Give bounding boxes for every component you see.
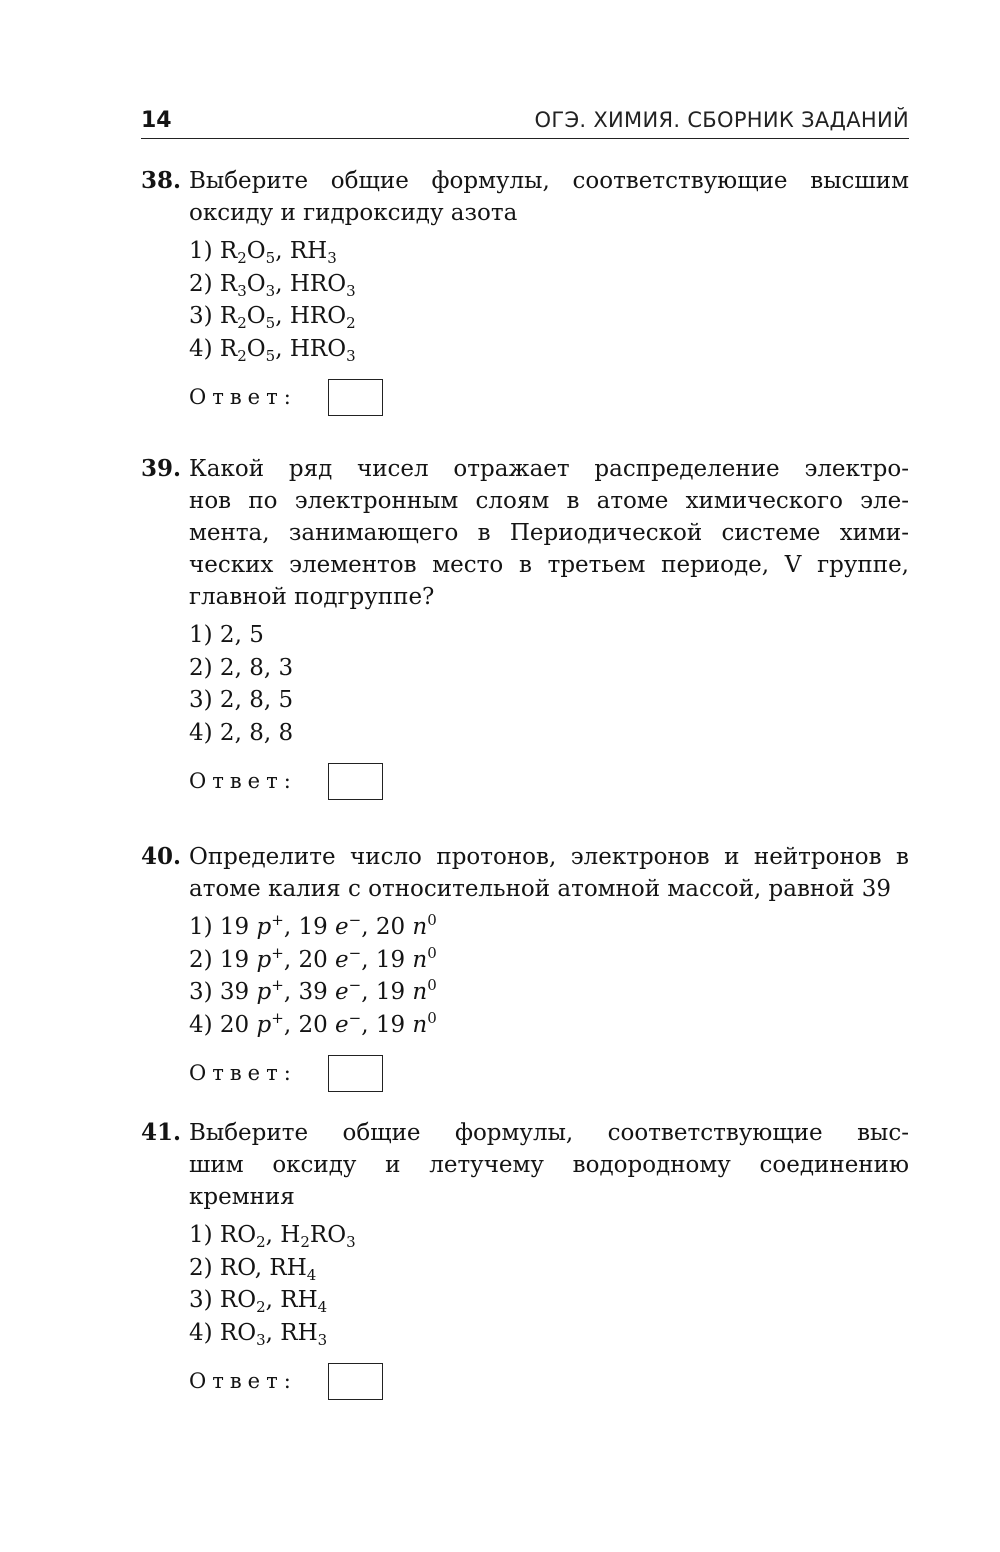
question-line: Определите число протонов, электронов и нейтронов в	[189, 844, 909, 870]
formula-part: p	[256, 914, 272, 940]
formula	[219, 335, 276, 365]
answer-label: Ответ:	[189, 385, 297, 409]
formula-part: 2	[219, 719, 235, 746]
formula-part: 3	[327, 249, 337, 267]
formula-part: −	[348, 976, 362, 994]
formula	[220, 655, 235, 681]
formula	[219, 943, 284, 973]
formula-part: n	[412, 946, 428, 973]
formula-part: 8	[249, 719, 264, 746]
option-label: 1)	[189, 914, 220, 940]
answer-options	[189, 235, 909, 365]
formula-part: RO	[309, 1222, 347, 1248]
option-label: 2)	[189, 270, 220, 297]
formula-part: −	[348, 1008, 362, 1027]
answer-option: 1) 19 p+, 19 e−, 20 $n^0$	[189, 911, 437, 940]
formula-part: RH	[269, 1254, 307, 1281]
formula-part: O	[246, 335, 266, 362]
formula-part: 2	[219, 687, 235, 713]
formula-part: 3	[265, 281, 276, 300]
formula-part: 5	[278, 687, 294, 713]
task-39	[141, 453, 909, 803]
formula-part: R	[219, 238, 238, 264]
task-number: 41.	[141, 1119, 182, 1146]
answer-option: 4) $R_2O_5$, $HRO_3$	[189, 335, 356, 365]
formula-part: 5	[265, 314, 276, 332]
task-number: 39.	[141, 455, 182, 482]
formula-part: RO	[219, 1222, 257, 1248]
formula-part: +	[271, 976, 284, 994]
formula	[278, 687, 293, 713]
answer-option: 1) $RO_2$, $H_2RO_3$	[189, 1222, 356, 1251]
formula-part: +	[271, 943, 284, 962]
formula	[280, 1287, 328, 1316]
formula-part: 3	[237, 281, 247, 300]
formula-part: n	[412, 914, 428, 940]
formula	[280, 1222, 356, 1251]
formula	[375, 943, 437, 973]
formula	[220, 720, 235, 746]
running-title: ОГЭ. ХИМИЯ. СБОРНИК ЗАДАНИЙ	[534, 108, 909, 132]
formula-part: −	[348, 911, 362, 929]
formula-part: 19	[298, 914, 336, 940]
formula	[220, 1255, 255, 1281]
answer-option: 4) 2, 8, 8	[189, 719, 294, 746]
formula-part: 5	[265, 346, 276, 365]
formula	[219, 1287, 266, 1316]
formula-part: +	[271, 1008, 284, 1027]
formula-part: n	[412, 1011, 428, 1038]
task-40	[141, 841, 909, 1095]
answer-box[interactable]	[328, 1363, 383, 1400]
formula	[298, 1008, 362, 1038]
formula-part: p	[256, 946, 272, 973]
formula-part: 19	[375, 979, 413, 1005]
formula	[219, 238, 276, 267]
formula-part: R	[219, 335, 238, 362]
answer-row	[189, 1055, 909, 1095]
formula-part: O	[246, 238, 266, 264]
formula-part: 3	[317, 1330, 328, 1349]
answer-row	[189, 763, 909, 803]
question-line: Выберите общие формулы, соответствующие высшим	[189, 168, 909, 194]
option-label: 4)	[189, 1011, 220, 1038]
formula	[219, 1222, 266, 1251]
formula	[298, 976, 362, 1005]
answer-option: 3) $R_2O_5$, $HRO_2$	[189, 303, 356, 332]
question-line: Какой ряд чисел отражает распределение электро-	[189, 456, 909, 482]
formula	[278, 720, 293, 746]
answer-option: 3) 2, 8, 5	[189, 687, 294, 713]
answer-box[interactable]	[328, 1055, 383, 1092]
question-line: шим оксиду и летучему водородному соединению	[189, 1152, 909, 1178]
formula-part: +	[271, 911, 284, 929]
formula-part: HRO	[289, 303, 347, 329]
option-label: 4)	[189, 719, 220, 746]
task-41	[141, 1117, 909, 1403]
formula-part: HRO	[289, 270, 347, 297]
formula-part: 20	[375, 914, 413, 940]
answer-label: Ответ:	[189, 1061, 297, 1085]
formula-part: −	[348, 943, 362, 962]
question-line: нов по электронным слоям в атоме химического эле-	[189, 488, 909, 514]
formula	[219, 303, 276, 332]
option-label: 1)	[189, 622, 220, 648]
formula-part: n	[412, 979, 428, 1005]
formula-part: RH	[280, 1287, 318, 1313]
answer-label: Ответ:	[189, 1369, 297, 1393]
option-label: 2)	[189, 654, 220, 681]
question-line: ческих элементов место в третьем периоде, V группе,	[189, 552, 909, 578]
answer-option: 3) 39 p+, 39 e−, 19 $n^0$	[189, 976, 437, 1005]
formula-part: 39	[298, 979, 336, 1005]
question-line: атоме калия с относительной атомной массой, равной 39	[189, 876, 892, 902]
formula-part: HRO	[289, 335, 347, 362]
formula-part: p	[256, 1011, 272, 1038]
formula-part: 3	[346, 281, 356, 300]
formula-part: R	[219, 270, 238, 297]
page-header	[141, 104, 909, 139]
task-38	[141, 165, 909, 419]
formula	[289, 270, 356, 300]
formula-part: 2	[237, 346, 247, 365]
formula-part: 8	[249, 687, 264, 713]
option-label: 4)	[189, 335, 220, 362]
page-number: 14	[141, 108, 172, 133]
formula-part: 0	[427, 943, 437, 962]
option-label: 1)	[189, 238, 220, 264]
option-label: 1)	[189, 1222, 220, 1248]
formula-part: 3	[346, 1233, 356, 1251]
formula	[375, 911, 437, 940]
formula-part: e	[335, 979, 349, 1005]
formula-part: R	[219, 303, 238, 329]
formula-part: e	[335, 914, 349, 940]
formula-part: 0	[427, 976, 437, 994]
formula-part: 2	[219, 622, 235, 648]
formula	[249, 720, 264, 746]
formula-part: p	[256, 979, 272, 1005]
option-label: 3)	[189, 303, 220, 329]
formula-part: RH	[289, 238, 328, 264]
question-line: Выберите общие формулы, соответствующие выс-	[189, 1120, 909, 1146]
answer-option: 2) $R_3O_3$, $HRO_3$	[189, 270, 356, 300]
formula	[219, 1319, 266, 1349]
formula	[219, 911, 284, 940]
answer-option: 2) 2, 8, 3	[189, 654, 294, 681]
answer-options	[189, 911, 909, 1041]
answer-option: 2) 19 p+, 20 e−, 19 $n^0$	[189, 943, 437, 973]
formula	[269, 1254, 317, 1284]
formula-part: 8	[249, 654, 264, 681]
answer-row	[189, 379, 909, 419]
formula-part: 19	[219, 914, 257, 940]
formula	[249, 622, 264, 648]
option-label: 3)	[189, 1287, 220, 1313]
option-label: 4)	[189, 1319, 220, 1346]
formula	[219, 976, 284, 1005]
option-label: 3)	[189, 687, 220, 713]
formula-part: 2	[300, 1233, 310, 1251]
formula-part: 2	[346, 314, 356, 332]
formula-part: 4	[317, 1298, 328, 1316]
answer-label: Ответ:	[189, 769, 297, 793]
formula-part: 8	[278, 719, 294, 746]
formula-part: 3	[256, 1330, 266, 1349]
answer-option: 1) $R_2O_5$, $RH_3$	[189, 238, 337, 267]
question-line: оксиду и гидроксиду азота	[189, 200, 518, 226]
formula	[289, 303, 356, 332]
formula-part: 39	[219, 979, 257, 1005]
formula	[298, 943, 362, 973]
formula-part: 0	[427, 911, 437, 929]
formula-part: 20	[219, 1011, 257, 1038]
formula-part: e	[335, 946, 349, 973]
formula	[375, 1008, 437, 1038]
answer-options	[189, 1219, 909, 1349]
formula-part: 19	[375, 946, 413, 973]
answer-option: 4) $RO_3$, $RH_3$	[189, 1319, 328, 1349]
formula	[219, 270, 276, 300]
task-number: 40.	[141, 843, 182, 870]
formula	[289, 238, 337, 267]
formula-part: 2	[219, 654, 235, 681]
option-label: 2)	[189, 946, 220, 973]
formula	[298, 911, 362, 940]
formula-part: 20	[298, 946, 336, 973]
formula-part: RO	[219, 1254, 255, 1281]
formula	[220, 622, 235, 648]
formula	[219, 1008, 284, 1038]
question-line: главной подгруппе?	[189, 584, 435, 610]
formula-part: 3	[278, 654, 294, 681]
answer-option: 4) 20 p+, 20 e−, 19 $n^0$	[189, 1008, 437, 1038]
formula-part: 3	[346, 346, 356, 365]
formula-part: RO	[219, 1287, 257, 1313]
formula-part: 19	[219, 946, 257, 973]
formula-part: 2	[256, 1233, 266, 1251]
answer-box[interactable]	[328, 379, 383, 416]
formula-part: 20	[298, 1011, 336, 1038]
question-line: мента, занимающего в Периодической системе хими-	[189, 520, 909, 546]
answer-box[interactable]	[328, 763, 383, 800]
formula-part: H	[280, 1222, 301, 1248]
answer-option: 3) $RO_2$, $RH_4$	[189, 1287, 328, 1316]
formula	[289, 335, 356, 365]
option-label: 2)	[189, 1254, 220, 1281]
formula-part: 5	[265, 249, 276, 267]
answer-option: 2) RO, $RH_4$	[189, 1254, 317, 1284]
formula	[280, 1319, 328, 1349]
formula-part: 5	[249, 622, 264, 648]
formula-part: O	[246, 303, 266, 329]
formula	[278, 655, 293, 681]
formula	[375, 976, 437, 1005]
formula-part: 2	[237, 249, 247, 267]
answer-option: 1) 2, 5	[189, 622, 264, 648]
formula-part: 19	[375, 1011, 413, 1038]
task-number: 38.	[141, 167, 182, 194]
formula-part: 2	[256, 1298, 266, 1316]
formula-part: 2	[237, 314, 247, 332]
answer-row	[189, 1363, 909, 1403]
formula	[249, 687, 264, 713]
question-line: кремния	[189, 1184, 295, 1210]
formula	[249, 655, 264, 681]
formula-part: e	[335, 1011, 349, 1038]
formula-part: 0	[427, 1008, 437, 1027]
option-label: 3)	[189, 979, 220, 1005]
formula-part: RH	[280, 1319, 318, 1346]
formula-part: 4	[306, 1265, 317, 1284]
formula-part: RO	[219, 1319, 257, 1346]
formula	[220, 687, 235, 713]
answer-options	[189, 619, 909, 749]
formula-part: O	[246, 270, 266, 297]
